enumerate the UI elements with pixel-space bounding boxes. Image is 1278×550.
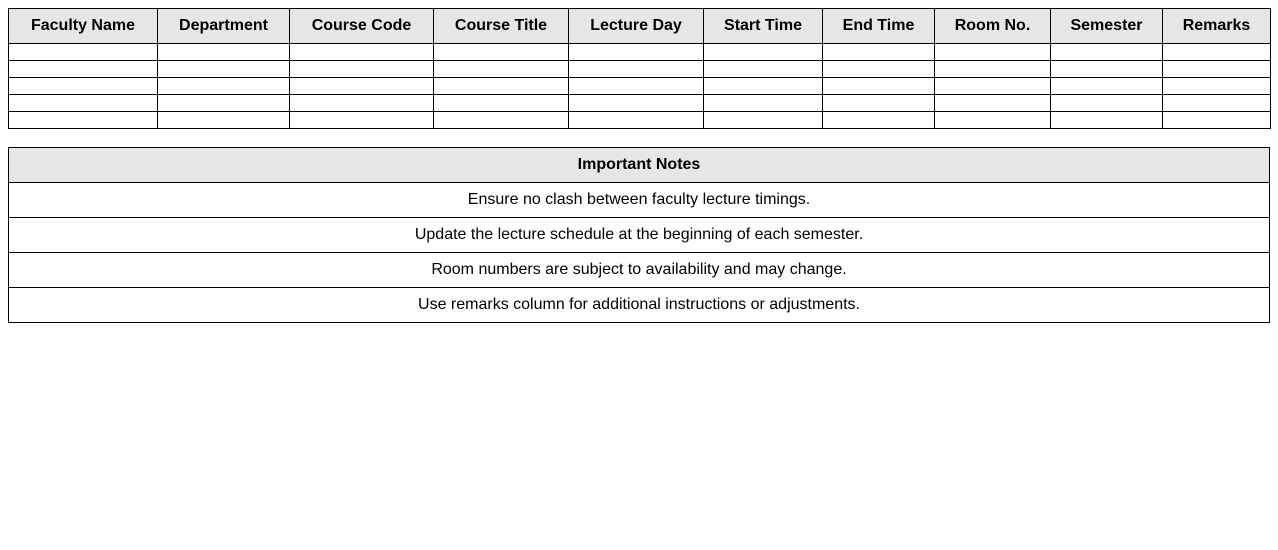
table-cell[interactable] [935,112,1051,129]
table-cell[interactable] [434,95,569,112]
table-cell[interactable] [935,61,1051,78]
header-department: Department [158,9,290,44]
table-cell[interactable] [1051,95,1163,112]
table-cell[interactable] [1163,78,1271,95]
table-cell[interactable] [823,112,935,129]
table-cell[interactable] [1163,61,1271,78]
table-cell[interactable] [9,78,158,95]
table-cell[interactable] [704,95,823,112]
table-cell[interactable] [569,61,704,78]
table-cell[interactable] [704,78,823,95]
note-row [9,218,1270,253]
table-cell[interactable] [935,95,1051,112]
header-faculty-name: Faculty Name [9,9,158,44]
table-cell[interactable] [569,78,704,95]
table-cell[interactable] [569,112,704,129]
table-cell[interactable] [704,44,823,61]
header-row [9,9,1271,44]
lecture-schedule-table [8,8,1271,129]
table-cell[interactable] [823,95,935,112]
table-row [9,95,1271,112]
table-cell[interactable] [290,78,434,95]
header-start-time: Start Time [704,9,823,44]
table-cell[interactable] [823,78,935,95]
table-cell[interactable] [569,44,704,61]
table-cell[interactable] [1163,95,1271,112]
note-row [9,183,1270,218]
header-room-no: Room No. [935,9,1051,44]
table-cell[interactable] [704,61,823,78]
table-cell[interactable] [158,44,290,61]
table-cell[interactable] [290,61,434,78]
note-row [9,253,1270,288]
header-course-code: Course Code [290,9,434,44]
note-item: Room numbers are subject to availability and may change. [9,253,1270,288]
header-course-title: Course Title [434,9,569,44]
table-cell[interactable] [1051,78,1163,95]
table-row [9,61,1271,78]
important-notes-table [8,147,1270,323]
header-semester: Semester [1051,9,1163,44]
header-remarks: Remarks [1163,9,1271,44]
header-end-time: End Time [823,9,935,44]
table-cell[interactable] [9,44,158,61]
table-row [9,44,1271,61]
table-cell[interactable] [935,78,1051,95]
table-cell[interactable] [434,61,569,78]
table-cell[interactable] [1051,61,1163,78]
notes-title: Important Notes [9,148,1270,183]
table-cell[interactable] [9,112,158,129]
note-item: Use remarks column for additional instructions or adjustments. [9,288,1270,323]
table-cell[interactable] [434,78,569,95]
table-cell[interactable] [1163,112,1271,129]
table-cell[interactable] [823,61,935,78]
table-row [9,112,1271,129]
table-cell[interactable] [704,112,823,129]
table-cell[interactable] [1051,112,1163,129]
note-item: Update the lecture schedule at the beginning of each semester. [9,218,1270,253]
table-cell[interactable] [823,44,935,61]
table-cell[interactable] [434,112,569,129]
table-cell[interactable] [1163,44,1271,61]
note-item: Ensure no clash between faculty lecture timings. [9,183,1270,218]
table-cell[interactable] [158,95,290,112]
table-cell[interactable] [290,112,434,129]
table-cell[interactable] [9,95,158,112]
table-cell[interactable] [290,44,434,61]
table-cell[interactable] [158,78,290,95]
table-cell[interactable] [1051,44,1163,61]
table-row [9,78,1271,95]
table-cell[interactable] [290,95,434,112]
table-cell[interactable] [434,44,569,61]
table-cell[interactable] [569,95,704,112]
header-lecture-day: Lecture Day [569,9,704,44]
table-cell[interactable] [935,44,1051,61]
table-cell[interactable] [9,61,158,78]
table-cell[interactable] [158,112,290,129]
table-cell[interactable] [158,61,290,78]
note-row [9,288,1270,323]
